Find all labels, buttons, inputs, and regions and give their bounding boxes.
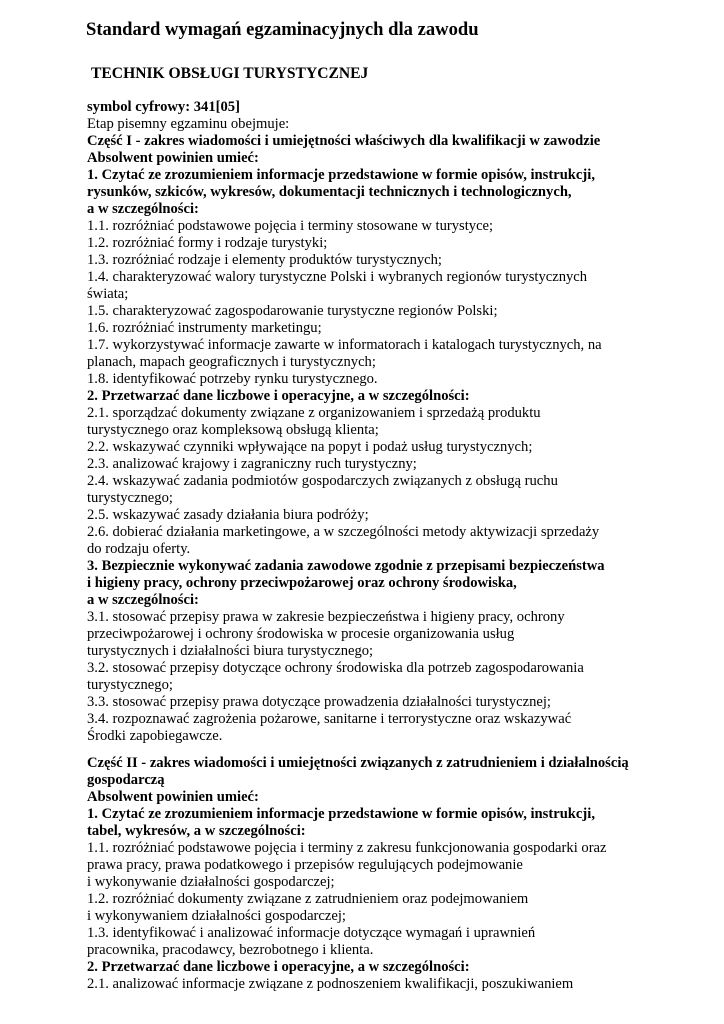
- part-two-heading: gospodarczą: [87, 772, 165, 788]
- part-two-heading: Część II - zakres wiadomości i umiejętności związanych z zatrudnieniem i działalnością: [87, 755, 629, 771]
- section-heading: 2. Przetwarzać dane liczbowe i operacyjne, a w szczególności:: [87, 388, 470, 404]
- requirement-line: 3.2. stosować przepisy dotyczące ochrony środowiska dla potrzeb zagospodarowania: [87, 660, 584, 676]
- requirement-line: 1.4. charakteryzować walory turystyczne Polski i wybranych regionów turystycznych: [87, 269, 588, 285]
- requirement-line: 1.8. identyfikować potrzeby rynku turystycznego.: [87, 371, 378, 387]
- requirement-line: 2.5. wskazywać zasady działania biura podróży;: [87, 507, 369, 523]
- section-heading: 3. Bezpiecznie wykonywać zadania zawodowe zgodnie z przepisami bezpieczeństwa: [87, 558, 605, 574]
- requirement-line: 1.1. rozróżniać podstawowe pojęcia i terminy stosowane w turystyce;: [87, 218, 494, 234]
- section-heading: i higieny pracy, ochrony przeciwpożarowej oraz ochrony środowiska,: [87, 575, 517, 591]
- requirement-line: turystycznego;: [87, 677, 173, 693]
- section-heading: 1. Czytać ze zrozumieniem informacje przedstawione w formie opisów, instrukcji,: [87, 806, 595, 822]
- requirement-line: 1.6. rozróżniać instrumenty marketingu;: [87, 320, 322, 336]
- requirement-line: i wykonywanie działalności gospodarczej;: [87, 874, 335, 890]
- profession-name: TECHNIK OBSŁUGI TURYSTYCZNEJ: [91, 65, 369, 82]
- requirement-line: turystycznego oraz kompleksową obsługą klienta;: [87, 422, 379, 438]
- requirement-line: świata;: [87, 286, 129, 302]
- requirement-line: 1.3. identyfikować i analizować informacje dotyczące wymagań i uprawnień: [87, 925, 536, 941]
- requirement-line: 3.3. stosować przepisy prawa dotyczące prowadzenia działalności turystycznej;: [87, 694, 551, 710]
- section-heading: 1. Czytać ze zrozumieniem informacje przedstawione w formie opisów, instrukcji,: [87, 167, 595, 183]
- part-one-heading: Część I - zakres wiadomości i umiejętności właściwych dla kwalifikacji w zawodzie: [87, 133, 601, 149]
- graduate-skills-heading: Absolwent powinien umieć:: [87, 789, 259, 805]
- section-heading: a w szczególności:: [87, 592, 199, 608]
- requirement-line: 3.1. stosować przepisy prawa w zakresie bezpieczeństwa i higieny pracy, ochrony: [87, 609, 565, 625]
- section-heading: tabel, wykresów, a w szczególności:: [87, 823, 306, 839]
- requirement-line: 1.2. rozróżniać dokumenty związane z zatrudnieniem oraz podejmowaniem: [87, 891, 529, 907]
- document-title: Standard wymagań egzaminacyjnych dla zawodu: [86, 19, 479, 40]
- requirement-line: 1.5. charakteryzować zagospodarowanie turystyczne regionów Polski;: [87, 303, 498, 319]
- requirement-line: 1.3. rozróżniać rodzaje i elementy produktów turystycznych;: [87, 252, 442, 268]
- requirement-line: i wykonywaniem działalności gospodarczej;: [87, 908, 346, 924]
- requirement-line: 3.4. rozpoznawać zagrożenia pożarowe, sanitarne i terrorystyczne oraz wskazywać: [87, 711, 572, 727]
- requirement-line: 2.3. analizować krajowy i zagraniczny ruch turystyczny;: [87, 456, 417, 472]
- section-heading: a w szczególności:: [87, 201, 199, 217]
- requirement-line: 1.7. wykorzystywać informacje zawarte w informatorach i katalogach turystycznych, na: [87, 337, 602, 353]
- requirement-line: planach, mapach geograficznych i turystycznych;: [87, 354, 376, 370]
- requirement-line: do rodzaju oferty.: [87, 541, 191, 557]
- requirement-line: 2.1. sporządzać dokumenty związane z organizowaniem i sprzedażą produktu: [87, 405, 541, 421]
- requirement-line: 1.1. rozróżniać podstawowe pojęcia i terminy z zakresu funkcjonowania gospodarki oraz: [87, 840, 607, 856]
- requirement-line: 2.2. wskazywać czynniki wpływające na popyt i podaż usług turystycznych;: [87, 439, 533, 455]
- section-heading: rysunków, szkiców, wykresów, dokumentacji technicznych i technologicznych,: [87, 184, 572, 200]
- requirement-line: 1.2. rozróżniać formy i rodzaje turystyki;: [87, 235, 328, 251]
- requirement-line: przeciwpożarowej i ochrony środowiska w procesie organizowania usług: [87, 626, 515, 642]
- requirement-line: pracownika, pracodawcy, bezrobotnego i klienta.: [87, 942, 374, 958]
- requirement-line: Środki zapobiegawcze.: [87, 728, 223, 744]
- requirement-line: 2.6. dobierać działania marketingowe, a w szczególności metody aktywizacji sprzedaży: [87, 524, 600, 540]
- graduate-skills-heading: Absolwent powinien umieć:: [87, 150, 259, 166]
- requirement-line: prawa pracy, prawa podatkowego i przepisów regulujących podejmowanie: [87, 857, 523, 873]
- section-heading: 2. Przetwarzać dane liczbowe i operacyjne, a w szczególności:: [87, 959, 470, 975]
- requirement-line: turystycznych i działalności biura turystycznego;: [87, 643, 374, 659]
- exam-scope-line: Etap pisemny egzaminu obejmuje:: [87, 116, 290, 132]
- symbol-line: symbol cyfrowy: 341[05]: [87, 99, 240, 115]
- requirement-line: turystycznego;: [87, 490, 173, 506]
- requirement-line: 2.1. analizować informacje związane z podnoszeniem kwalifikacji, poszukiwaniem: [87, 976, 574, 992]
- requirement-line: 2.4. wskazywać zadania podmiotów gospodarczych związanych z obsługą ruchu: [87, 473, 558, 489]
